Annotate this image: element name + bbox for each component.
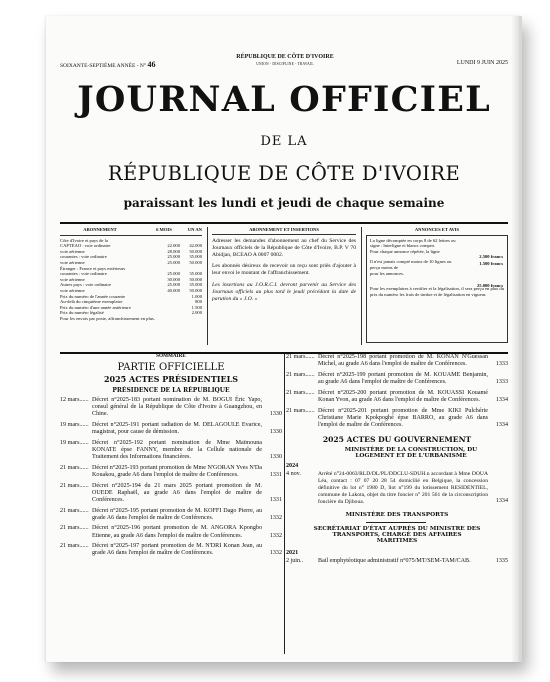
rate-cell: 35.000	[189, 254, 202, 260]
rate-cell: 28.000	[167, 248, 180, 254]
sommaire-entry	[60, 422, 282, 437]
journal-title: JOURNAL OFFICIEL	[77, 79, 491, 120]
rate-cell: 35.000	[189, 271, 202, 277]
motto: UNION - DISCIPLINE - TRAVAIL	[256, 62, 314, 66]
entry-date: 19 mars......	[60, 421, 89, 428]
rate-cell: Prix du numéro de l'année courante	[60, 293, 125, 299]
entry-page: 1333	[495, 379, 508, 386]
sommaire-entry	[286, 408, 508, 430]
rate-cell: 42.000	[189, 243, 202, 249]
journal-page	[46, 16, 522, 662]
entry-page: 1332	[269, 532, 282, 539]
rate-cell: voie aérienne	[60, 259, 85, 265]
rate-cell: 50.000	[189, 248, 202, 254]
entry-date: 21 mars......	[60, 543, 89, 550]
entry-date: 21 mars......	[60, 464, 89, 471]
frequency-line: paraissant les lundi et jeudi de chaque semaine	[123, 196, 445, 210]
presidence-heading: PRÉSIDENCE DE LA RÉPUBLIQUE	[112, 386, 230, 394]
rate-cell: 50.000	[189, 287, 202, 293]
rate-cell: 50.000	[189, 259, 202, 265]
entry-page: 1333	[495, 361, 508, 368]
rate-cell: 25.000	[167, 282, 180, 288]
rate-cell: Étranger : France et pays extérieurs	[60, 265, 126, 271]
sommaire-entry	[60, 440, 282, 462]
entry-date: 21 mars......	[60, 525, 89, 532]
sommaire-title: SOMMAIRE	[156, 353, 186, 359]
info-boxes	[60, 222, 508, 354]
entry-text: Décret n°2025-197 portant promotion de M. N'DRI Konan Jean, au grade A6 dans l'emploi de maître de Conférences.	[92, 543, 262, 557]
entry-date: 21 mars......	[286, 354, 315, 361]
de-la: DE LA	[260, 134, 308, 149]
rate-cell: 22.000	[167, 243, 180, 249]
section-actes-gouvernement: 2025 ACTES DU GOUVERNEMENT	[322, 435, 472, 445]
sommaire-right	[286, 354, 508, 565]
sommaire-entry	[60, 508, 282, 523]
entry-date: 21 mars......	[286, 371, 315, 378]
left-entries	[60, 397, 282, 558]
rate-cell: 50.000	[189, 276, 202, 282]
entry-text: Décret n°2025-183 portant nomination de M. BOGUI Éric Yapo, consul général de la République de Côte d'Ivoire à Guangzhou, en Chine.	[92, 396, 262, 418]
entry-date: 21 mars......	[60, 507, 89, 514]
rate-cell: 40.000	[167, 287, 180, 293]
entry-page: 1332	[269, 550, 282, 557]
rate-cell: Prix du numéro d'une année antérieure	[60, 304, 131, 310]
entry-page: 1330	[269, 411, 282, 418]
rate-cell: 35.000	[189, 282, 202, 288]
rate-cell: 2.000	[191, 310, 202, 316]
entry-date: 21 mars......	[60, 482, 89, 489]
ministry-construction: MINISTÈRE DE LA CONSTRUCTION, DU LOGEMENT ET DE L'URBANISME	[344, 447, 478, 460]
inserts-deadline: Les insertions au J.O.R.C.I. devront parvenir au Service des Journaux officiels au plus tard le jeudi précédant la date de parution du « J.O. »	[212, 281, 356, 302]
entry-page: 1334	[495, 422, 508, 429]
rate-cell: Au-delà du cinquième exemplaire	[60, 299, 123, 305]
entry-text: Décret n°2025-198 portant promotion de M. KONAN N'Guessan Michel, au grade A6 dans l'emploi de maître de Conférences.	[318, 354, 488, 368]
rate-cell: voie aérienne	[60, 276, 85, 282]
secretariat-maritime: SECRÉTARIAT D'ÉTAT AUPRÈS DU MINISTRE DES TRANSPORTS, CHARGÉ DES AFFAIRES MARITIMES	[313, 526, 481, 545]
rate-cell: courantes : voie ordinaire	[60, 254, 107, 260]
rate-table	[60, 238, 202, 322]
rate-cell: Autres pays : voie ordinaire	[60, 282, 112, 288]
abonnement-insertions: ABONNEMENT ET INSERTIONS Adresser les demandes d'abonnement au chef du Service des Journaux officiels de la République de Côte d'Ivoire, B.P. V 70 Abidjan, BCEAO A 0007 0002. Les abonnés désireux de recevoir un reçu sont priés d'ajouter à leur envoi le montant de l'affranchissement. Les insertions au J.O.R.C.I. devront parvenir au Service des Journaux officiels au plus tard le jeudi précédant la date de parution du « J.O. »	[212, 227, 356, 302]
rate-cell: 25.000	[167, 271, 180, 277]
rate-cell: Prix du numéro légalisé	[60, 310, 104, 316]
year-2024: 2024	[286, 463, 299, 470]
ministry-transports: MINISTÈRE DES TRANSPORTS	[345, 511, 449, 518]
year-2021: 2021	[286, 550, 299, 557]
entry-page: 1334	[495, 397, 508, 404]
sommaire-entry	[60, 525, 282, 540]
issue-number: 46	[147, 60, 156, 69]
entry-text: Décret n°2025-193 portant promotion de Mme N'GORAN Yves N'Da Kouakou, grade A6 dans l'emploi de maître de Conférences.	[92, 464, 262, 479]
rate-cell: 25.000	[167, 254, 180, 260]
entry-page: 1331	[269, 497, 282, 504]
country-title: RÉPUBLIQUE DE CÔTE D'IVOIRE	[107, 162, 461, 185]
entry-date: 19 mars......	[60, 439, 89, 446]
rate-cell	[158, 316, 180, 322]
annonces-box: La ligne décomptée en corps 8 de 62 lettres ou signe : Interligne et blancs compris 2.500 francs Pour chaque annonce répétée, la ligne 1.500 francs Il n'est jamais compté moins de 10 lignes ou perçu moins de 25.000 francs pour les annonces. Pour les exemplaires à certifier et la légalisation, il sera perçu en plus du prix du numéro les frais de timbre et de légalisation en vigueur.	[366, 235, 508, 343]
rate-cell: 1.000	[191, 293, 202, 299]
rate-cell: voie aérienne	[60, 287, 85, 293]
partie-officielle: PARTIE OFFICIELLE	[117, 361, 225, 373]
rate-cell: 25.000	[167, 259, 180, 265]
entry-text: Décret n°2025-195 portant promotion de M. KOFFI Dago Pierre, au grade A6 dans l'emploi de maître de Conférences.	[92, 507, 262, 521]
right-entries	[286, 354, 508, 429]
entry-text: Décret n°2025-192 portant nomination de Mme Maïmouna KONATE épse FANNY, membre de la Cellule nationale de Traitement des Informations financières.	[92, 439, 262, 461]
sommaire-entry	[60, 543, 282, 558]
rate-cell: 30.000	[167, 276, 180, 282]
entry-text: Décret n°2025-194 du 21 mars 2025 portant promotion de M. OUEDE Raphaël, au grade A6 dans l'emploi de maître de Conférences.	[92, 482, 262, 504]
entry-date: 21 mars......	[286, 407, 315, 414]
subscription-rates: ABONNEMENT 6 MOIS UN AN Côte d'Ivoire et pays de la CAPTEAO : voie ordinaire 22.000 42.000 voie aérienne 28.000 50.000 courantes : voie ordinaire 25.000 35.000 voie aérienne 25.000 50.000 Étranger : France et pays extérieurs courantes : voie ordinaire 25.000 35.000 voie aérienne 30.000 50.000 Autres pays : voie ordinaire 25.000 35.000 voie aérienne 40.000 50.000 Prix du numéro de l'année courante 1.000 Au-delà du cinquième exemplaire 800 Prix du numéro d'une année antérieure 1.500 Prix du numéro légalisé 2.000 Pour les envois par poste, affranchissement en plus.	[60, 227, 202, 321]
rate-cell: 1.500	[191, 304, 202, 310]
rate-cell: Pour les envois par poste, affranchissement en plus.	[60, 315, 155, 321]
inserts-receipt: Les abonnés désireux de recevoir un reçu sont priés d'ajouter à leur envoi le montant de l'affranchissement.	[212, 263, 356, 277]
annonces-avis: ANNONCES ET AVIS La ligne décomptée en corps 8 de 62 lettres ou signe : Interligne et blancs compris 2.500 francs Pour chaque annonce répétée, la ligne 1.500 francs Il n'est jamais compté moins de 10 lignes ou perçu moins de 25.000 francs pour les annonces. Pour les exemplaires à certifier et la légalisation, il sera perçu en plus du prix du numéro les frais de timbre et de légalisation en vigueur.	[366, 227, 508, 343]
entry-text: Décret n°2025-200 portant promotion de M. KOUASSI Kouamé Konan Yvon, au grade A6 dans l'emploi de maître de Conférences.	[318, 389, 488, 404]
sommaire-entry	[60, 465, 282, 480]
entry-page: 1332	[269, 514, 282, 521]
inserts-address: Adresser les demandes d'abonnement au chef du Service des Journaux officiels de la République de Côte d'Ivoire, B.P. V 70 Abidjan, BCEAO A 0007 0002.	[212, 238, 356, 258]
entry-date: 21 mars......	[286, 389, 315, 396]
entry-text: Décret n°2025-196 portant promotion de M. ANGORA Kpongbo Etienne, au grade A6 dans l'emploi de maître de Conférences.	[92, 525, 262, 539]
sommaire-entry	[286, 372, 508, 387]
last-entry: 2 juin.. Bail emphytéotique administratif n°075/MT/SEM-TAM/CAB. 1335	[286, 557, 508, 564]
rate-cell: Côte d'Ivoire et pays de la	[60, 237, 108, 243]
sommaire-entry	[60, 483, 282, 505]
entry-date: 12 mars......	[60, 396, 89, 403]
entry-page: 1331	[269, 472, 282, 479]
section-actes-presidentiels: 2025 ACTES PRÉSIDENTIELS	[103, 373, 239, 384]
entry-text: Décret n°2025-199 portant promotion de M. KOUAME Benjamin, au grade A6 dans l'emploi de maître de Conférences.	[318, 371, 488, 386]
rate-cell	[180, 316, 202, 322]
rate-cell: 800	[195, 299, 202, 305]
rate-cell: CAPTEAO : voie ordinaire	[60, 243, 111, 249]
gov-entry: 4 nov. Arrêté n°24-0063/RLD/DL/PL/DDCLU-SDUH.n accordant à Mme DOUA Léa, contact : 07 07 20 28 54 domicilié en Belgique, la concession définitive du lot n° 1980 D, îlot n°199 du lotissement RESIDENTIEL, commune de Lakota, objet du titre foncier n° 201 561 de la circonscription foncière du Djiboua. 1334	[286, 470, 508, 505]
year-issue: SOIXANTE-SEPTIÈME ANNÉE - N° 46	[60, 60, 156, 69]
rate-row	[60, 316, 202, 322]
entry-page: 1330	[269, 454, 282, 461]
sommaire-left	[60, 354, 282, 558]
entry-text: Décret n°2025-191 portant radiation de M. DELAGOULE Evarice, magistrat, pour cause de démission.	[92, 421, 262, 436]
sommaire-entry	[286, 354, 508, 369]
rate-cell: courantes : voie ordinaire	[60, 271, 107, 277]
sommaire-entry	[60, 397, 282, 419]
issue-date: LUNDI 9 JUIN 2025	[456, 60, 508, 66]
republic-header: RÉPUBLIQUE DE CÔTE D'IVOIRE UNION - DISCIPLINE - TRAVAIL	[230, 54, 340, 68]
sommaire-entry	[286, 390, 508, 405]
entry-page: 1330	[269, 429, 282, 436]
entry-text: Décret n°2025-201 portant promotion de Mme KIKI Pulchérie Christiane Marie Kpokpoghé épse BARRO, au grade A6 dans l'emploi de maître de Conférences.	[318, 407, 488, 429]
rate-cell: voie aérienne	[60, 248, 85, 254]
